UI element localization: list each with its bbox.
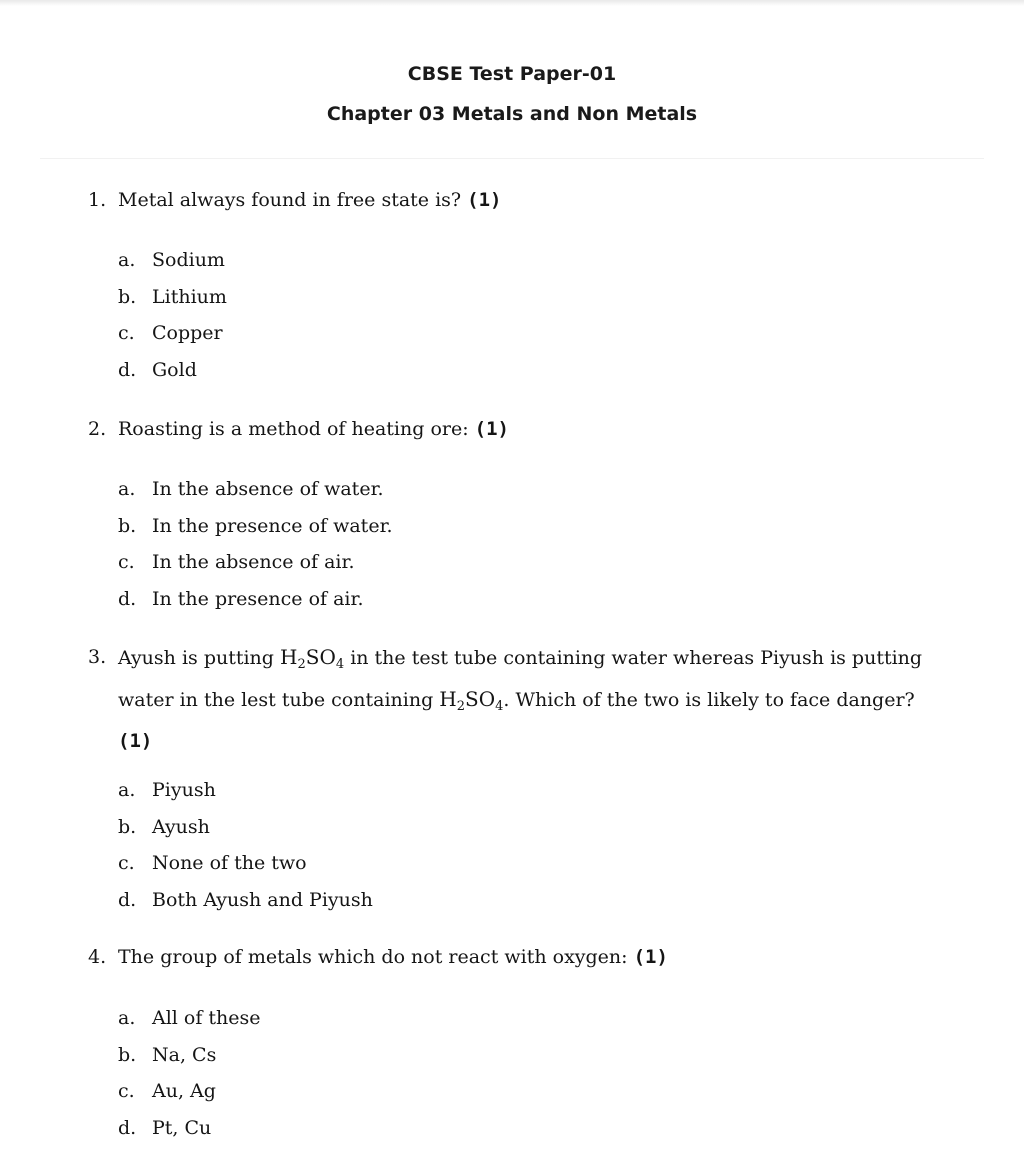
- option-c: c. Copper: [118, 322, 223, 344]
- option-a: a. Sodium: [118, 249, 225, 271]
- option-a: a. All of these: [118, 1007, 261, 1029]
- question-1: [88, 183, 968, 217]
- question-4: [88, 940, 968, 974]
- options-question-2: [118, 471, 918, 617]
- option-c: c. None of the two: [118, 852, 307, 874]
- option-b: b. Ayush: [118, 815, 210, 838]
- options-question-4: [118, 1000, 918, 1146]
- formula-h2so4: $H_2SO_4$: [280, 645, 345, 672]
- option-c: c. In the absence of air.: [118, 551, 355, 573]
- option-d: d. Both Ayush and Piyush: [118, 888, 373, 911]
- option-a: a. Piyush: [118, 779, 216, 801]
- question-number: 2.: [88, 418, 107, 440]
- option-d: d. In the presence of air.: [118, 587, 364, 610]
- question-marks: (1): [118, 730, 153, 752]
- question-number: 4.: [88, 946, 107, 968]
- option-d: d. Gold: [118, 358, 197, 381]
- question-text: The group of metals which do not react with oxygen: (1): [118, 946, 668, 968]
- question-3: [88, 640, 968, 758]
- option-b: b. Lithium: [118, 285, 227, 308]
- question-marks: (1): [633, 946, 668, 968]
- question-number: 1.: [88, 189, 107, 211]
- question-2: [88, 412, 968, 446]
- question-marks: (1): [474, 418, 509, 440]
- option-d: d. Pt, Cu: [118, 1116, 212, 1139]
- question-text: Roasting is a method of heating ore: (1): [118, 418, 509, 440]
- question-marks: (1): [467, 189, 502, 211]
- question-text: Metal always found in free state is? (1): [118, 189, 502, 211]
- option-c: c. Au, Ag: [118, 1080, 216, 1102]
- option-a: a. In the absence of water.: [118, 478, 384, 500]
- chapter-subtitle: Chapter 03 Metals and Non Metals: [326, 103, 698, 125]
- option-b: b. In the presence of water.: [118, 514, 393, 537]
- options-question-3: [118, 772, 918, 918]
- options-question-1: [118, 242, 918, 388]
- option-b: b. Na, Cs: [118, 1043, 217, 1066]
- question-text: Ayush is putting $H_2SO_4$ in the test tube containing water whereas Piyush is putting water in the lest tube containing $H_2SO_4$. Which of the two is likely to face danger? (1): [118, 645, 923, 752]
- formula-h2so4: $H_2SO_4$: [439, 687, 504, 714]
- page-title: CBSE Test Paper-01: [407, 63, 617, 85]
- question-number: 3.: [88, 646, 107, 668]
